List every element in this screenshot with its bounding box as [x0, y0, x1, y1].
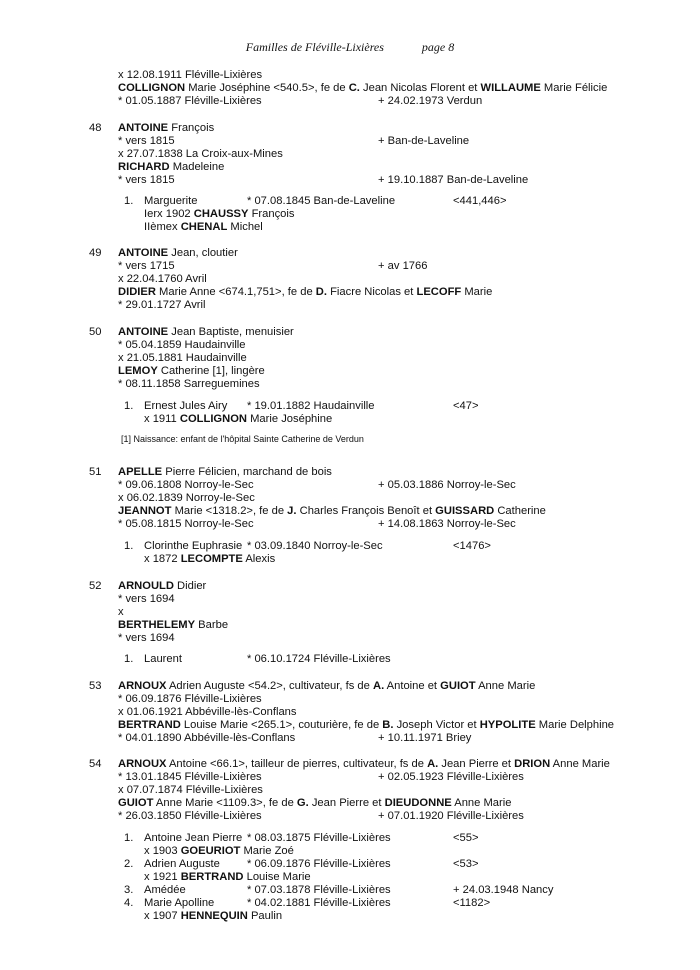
child-birth: * 04.02.1881 Fléville-Lixières: [247, 897, 391, 909]
record-line: x 07.07.1874 Fléville-Lixières: [118, 784, 263, 796]
child-name: Marguerite: [144, 195, 198, 207]
entry-number: 54: [89, 758, 102, 770]
child-index: 1.: [124, 653, 134, 665]
record-line: APELLE Pierre Félicien, marchand de bois: [118, 466, 332, 478]
record-line: x 01.06.1921 Abbéville-lès-Conflans: [118, 706, 297, 718]
record-line: * 01.05.1887 Fléville-Lixières: [118, 95, 262, 107]
child-marriage: x 1903 GOEURIOT Marie Zoé: [144, 845, 294, 857]
child-index: 1.: [124, 195, 134, 207]
child-marriage: Ierx 1902 CHAUSSY François: [144, 208, 295, 220]
child-name: Laurent: [144, 653, 182, 665]
record-line: + 14.08.1863 Norroy-le-Sec: [378, 518, 516, 530]
record-line: x 27.07.1838 La Croix-aux-Mines: [118, 148, 283, 160]
record-line: * 08.11.1858 Sarreguemines: [118, 378, 260, 390]
entry-number: 49: [89, 247, 102, 259]
child-birth: * 07.03.1878 Fléville-Lixières: [247, 884, 391, 896]
record-line: * vers 1715: [118, 260, 175, 272]
record-line: BERTHELEMY Barbe: [118, 619, 229, 631]
record-line: COLLIGNON Marie Joséphine <540.5>, fe de C. Jean Nicolas Florent et WILLAUME Marie Félicie: [118, 82, 608, 94]
child-index: 4.: [124, 897, 134, 909]
child-name: Antoine Jean Pierre: [144, 832, 243, 844]
child-name: Clorinthe Euphrasie: [144, 540, 243, 552]
child-birth: * 19.01.1882 Haudainville: [247, 400, 375, 412]
child-death: + 24.03.1948 Nancy: [453, 884, 554, 896]
child-ref: <441,446>: [453, 195, 507, 207]
record-line: + 05.03.1886 Norroy-le-Sec: [378, 479, 516, 491]
child-name: Amédée: [144, 884, 186, 896]
record-line: + 02.05.1923 Fléville-Lixières: [378, 771, 524, 783]
footnote: [1] Naissance: enfant de l'hôpital Sainte Catherine de Verdun: [121, 434, 364, 444]
record-line: * 04.01.1890 Abbéville-lès-Conflans: [118, 732, 296, 744]
child-index: 1.: [124, 540, 134, 552]
record-line: ARNOUX Antoine <66.1>, tailleur de pierres, cultivateur, fs de A. Jean Pierre et DRION Anne Marie: [118, 758, 610, 770]
page-number: page 8: [421, 40, 455, 54]
child-index: 1.: [124, 400, 134, 412]
child-marriage: x 1872 LECOMPTE Alexis: [144, 553, 276, 565]
child-ref: <55>: [453, 832, 479, 844]
child-name: Ernest Jules Airy: [144, 400, 228, 412]
child-ref: <53>: [453, 858, 479, 870]
record-line: LEMOY Catherine [1], lingère: [118, 365, 265, 377]
child-name: Marie Apolline: [144, 897, 215, 909]
record-line: x 06.02.1839 Norroy-le-Sec: [118, 492, 255, 504]
record-line: BERTRAND Louise Marie <265.1>, couturière, fe de B. Joseph Victor et HYPOLITE Marie Delphine: [118, 719, 615, 731]
child-birth: * 06.10.1724 Fléville-Lixières: [247, 653, 391, 665]
record-line: * vers 1815: [118, 135, 175, 147]
entry-number: 52: [89, 580, 102, 592]
record-line: x 22.04.1760 Avril: [118, 273, 207, 285]
record-line: + 07.01.1920 Fléville-Lixières: [378, 810, 524, 822]
record-line: * 13.01.1845 Fléville-Lixières: [118, 771, 262, 783]
record-line: * 05.08.1815 Norroy-le-Sec: [118, 518, 254, 530]
child-marriage: x 1907 HENNEQUIN Paulin: [144, 910, 283, 922]
child-marriage: x 1921 BERTRAND Louise Marie: [144, 871, 311, 883]
record-line: ARNOULD Didier: [118, 580, 207, 592]
record-line: ARNOUX Adrien Auguste <54.2>, cultivateur, fs de A. Antoine et GUIOT Anne Marie: [118, 680, 536, 692]
record-line: + 10.11.1971 Briey: [378, 732, 472, 744]
record-line: ANTOINE Jean, cloutier: [118, 247, 238, 259]
child-marriage: x 1911 COLLIGNON Marie Joséphine: [144, 413, 333, 425]
record-line: * 09.06.1808 Norroy-le-Sec: [118, 479, 254, 491]
record-line: + 19.10.1887 Ban-de-Laveline: [378, 174, 529, 186]
document-title: Familles de Fléville-Lixières: [245, 40, 384, 54]
record-line: x 12.08.1911 Fléville-Lixières: [118, 69, 263, 81]
child-marriage: IIèmex CHENAL Michel: [144, 221, 263, 233]
record-line: + av 1766: [378, 260, 428, 272]
child-birth: * 06.09.1876 Fléville-Lixières: [247, 858, 391, 870]
child-birth: * 07.08.1845 Ban-de-Laveline: [247, 195, 396, 207]
child-index: 3.: [124, 884, 134, 896]
record-line: + 24.02.1973 Verdun: [378, 95, 483, 107]
entry-number: 50: [89, 326, 102, 338]
record-line: * 05.04.1859 Haudainville: [118, 339, 246, 351]
child-index: 2.: [124, 858, 134, 870]
record-line: JEANNOT Marie <1318.2>, fe de J. Charles François Benoît et GUISSARD Catherine: [118, 505, 546, 517]
child-birth: * 03.09.1840 Norroy-le-Sec: [247, 540, 383, 552]
record-line: x 21.05.1881 Haudainville: [118, 352, 247, 364]
child-name: Adrien Auguste: [144, 858, 220, 870]
record-line: * vers 1694: [118, 593, 175, 605]
record-line: ANTOINE Jean Baptiste, menuisier: [118, 326, 294, 338]
record-line: RICHARD Madeleine: [118, 161, 225, 173]
child-index: 1.: [124, 832, 134, 844]
entry-number: 53: [89, 680, 102, 692]
child-birth: * 08.03.1875 Fléville-Lixières: [247, 832, 391, 844]
child-ref: <1182>: [453, 897, 491, 909]
record-line: * 26.03.1850 Fléville-Lixières: [118, 810, 262, 822]
child-ref: <1476>: [453, 540, 491, 552]
record-line: DIDIER Marie Anne <674.1,751>, fe de D. Fiacre Nicolas et LECOFF Marie: [118, 286, 493, 298]
entry-number: 48: [89, 122, 102, 134]
record-line: * vers 1694: [118, 632, 175, 644]
record-line: * 06.09.1876 Fléville-Lixières: [118, 693, 262, 705]
record-line: GUIOT Anne Marie <1109.3>, fe de G. Jean Pierre et DIEUDONNE Anne Marie: [118, 797, 512, 809]
record-line: ANTOINE François: [118, 122, 215, 134]
record-line: x: [118, 606, 124, 618]
record-line: + Ban-de-Laveline: [378, 135, 470, 147]
child-ref: <47>: [453, 400, 479, 412]
page-header: [0, 40, 700, 55]
record-line: * vers 1815: [118, 174, 175, 186]
record-line: * 29.01.1727 Avril: [118, 299, 206, 311]
entry-number: 51: [89, 466, 102, 478]
